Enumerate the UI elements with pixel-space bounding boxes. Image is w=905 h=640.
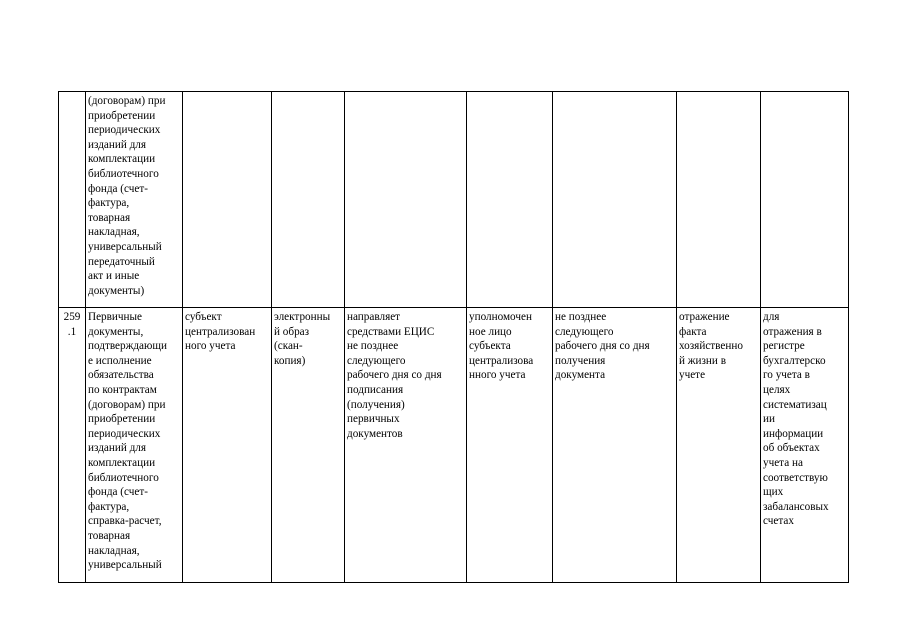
recipient-cell: уполномочен ное лицо субъекта централизова нного учета — [467, 308, 553, 583]
format-cell: электронны й образ (скан- копия) — [272, 308, 345, 583]
row-number-cell: 259 .1 — [59, 308, 86, 583]
purpose-cell — [761, 92, 849, 308]
recipient-cell — [467, 92, 553, 308]
action-cell: отражение факта хозяйственно й жизни в учете — [677, 308, 761, 583]
submission-method-cell — [345, 92, 467, 308]
row-number-cell — [59, 92, 86, 308]
deadline-cell: не позднее следующего рабочего дня со дня получения документа — [553, 308, 677, 583]
creator-cell: субъект централизован ного учета — [183, 308, 272, 583]
action-cell — [677, 92, 761, 308]
table-row — [59, 92, 849, 308]
deadline-cell — [553, 92, 677, 308]
document-table — [58, 91, 849, 583]
purpose-cell: для отражения в регистре бухгалтерско го учета в целях систематизац ии информации об объектах учета на соответствую щих забалансовых счетах — [761, 308, 849, 583]
document-name-cell: Первичные документы, подтверждающи е исполнение обязательства по контрактам (договорам) при приобретении периодических изданий для комплектации библиотечного фонда (счет- фактура, справка-расчет, товарная накладная, универсальный — [86, 308, 183, 583]
creator-cell — [183, 92, 272, 308]
table-row — [59, 308, 849, 583]
document-name-cell: (договорам) при приобретении периодических изданий для комплектации библиотечного фонда (счет- фактура, товарная накладная, универсальный передаточный акт и иные документы) — [86, 92, 183, 308]
submission-method-cell: направляет средствами ЕЦИС не позднее следующего рабочего дня со дня подписания (получения) первичных документов — [345, 308, 467, 583]
format-cell — [272, 92, 345, 308]
